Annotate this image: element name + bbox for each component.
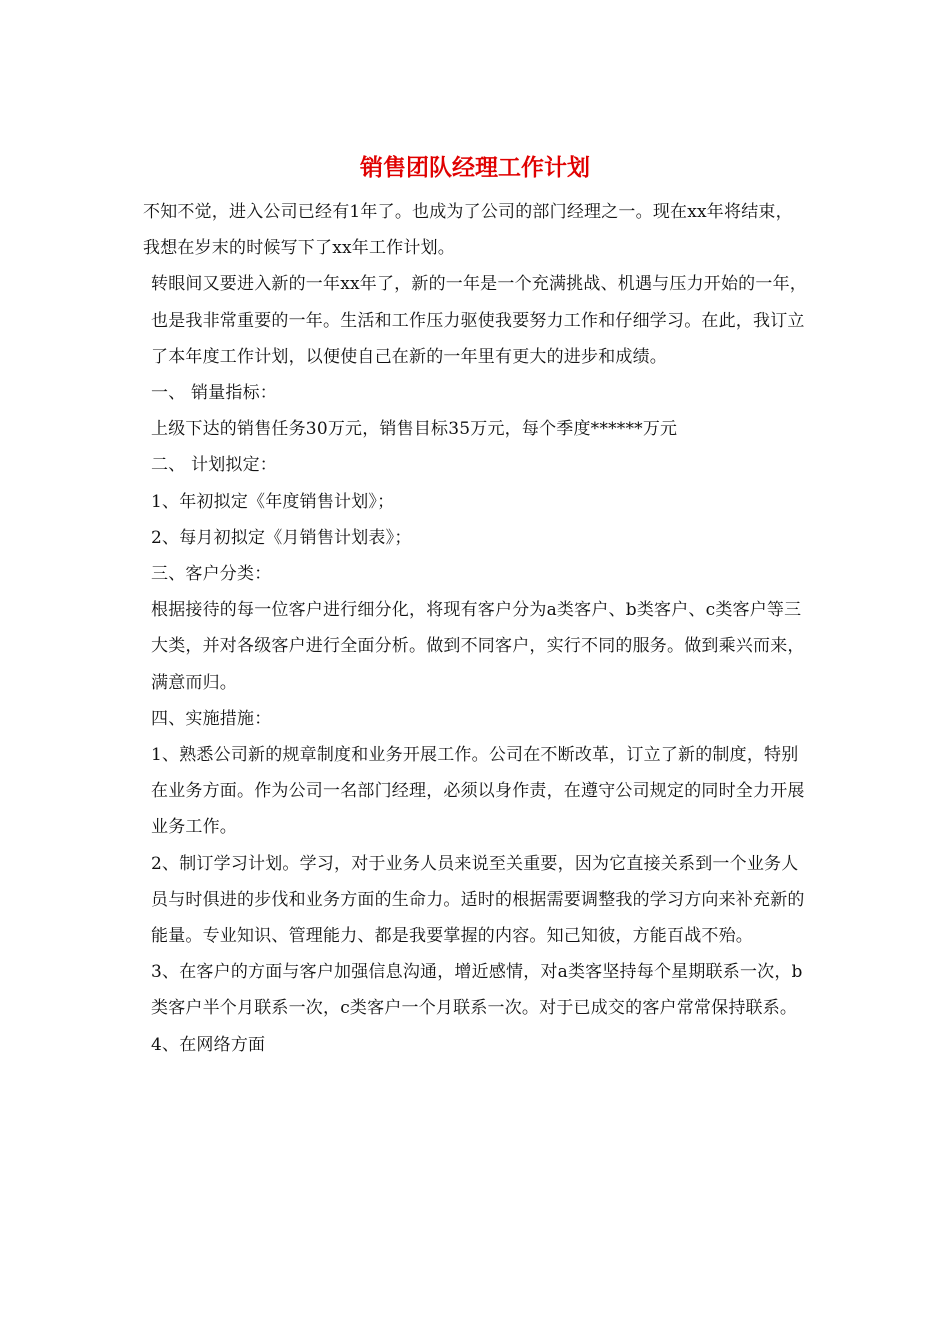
document-body [143,194,807,1063]
document-title: 销售团队经理工作计划 [360,155,590,181]
list-item-measure-rules: 1、熟悉公司新的规章制度和业务开展工作。公司在不断改革，订立了新的制度，特别在业务方面。作为公司一名部门经理，必须以身作责，在遵守公司规定的同时全力开展业务工作。 [151,745,805,838]
section-heading-customer-classification: 三、客户分类： [151,564,272,585]
list-item-measure-learning: 2、制订学习计划。学习，对于业务人员来说至关重要，因为它直接关系到一个业务人员与时俱进的步伐和业务方面的生命力。适时的根据需要调整我的学习方向来补充新的能量。专业知识、管理能力、都是我要掌握的内容。知己知彼，方能百战不殆。 [151,853,805,947]
section-heading-plan: 二、 计划拟定： [151,455,278,476]
paragraph-intro: 不知不觉，进入公司已经有1年了。也成为了公司的部门经理之一。现在xx年将结束，我想在岁末的时候写下了xx年工作计划。 [143,202,793,259]
paragraph-new-year: 转眼间又要进入新的一年xx年了，新的一年是一个充满挑战、机遇与压力开始的一年，也是我非常重要的一年。生活和工作压力驱使我要努力工作和仔细学习。在此，我订立了本年度工作计划，以便使自己在新的一年里有更大的进步和成绩。 [151,274,807,367]
list-item-measure-customers: 3、在客户的方面与客户加强信息沟通，增近感情，对a类客坚持每个星期联系一次，b类客户半个月联系一次，c类客户一个月联系一次。对于已成交的客户常常保持联系。 [151,962,803,1019]
paragraph-sales-target: 上级下达的销售任务30万元，销售目标35万元，每个季度******万元 [151,419,678,440]
paragraph-customer-classification: 根据接待的每一位客户进行细分化，将现有客户分为a类客户、b类客户、c类客户等三大类，并对各级客户进行全面分析。做到不同客户，实行不同的服务。做到乘兴而来，满意而归。 [151,600,805,693]
list-item-annual-plan: 1、年初拟定《年度销售计划》； [151,491,395,512]
section-heading-sales-target: 一、 销量指标： [151,383,278,404]
list-item-measure-network: 4、在网络方面 [151,1034,266,1055]
list-item-monthly-plan: 2、每月初拟定《月销售计划表》； [151,527,412,548]
section-heading-measures: 四、实施措施： [151,708,272,729]
